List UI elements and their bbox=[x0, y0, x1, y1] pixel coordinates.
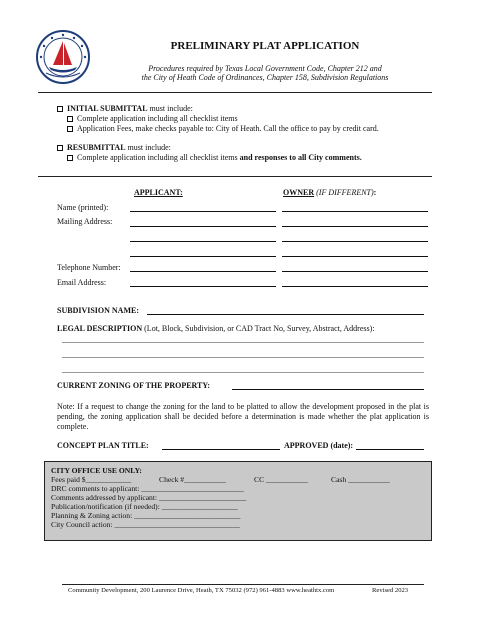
initial-item-2: Application Fees, make checks payable to: City of Heath. Call the office to pay by credit card. bbox=[67, 124, 379, 134]
subtitle-line-2: the City of Heath Code of Ordinances, Chapter 158, Subdivision Regulations bbox=[141, 73, 389, 82]
mailing-label: Mailing Address: bbox=[57, 217, 113, 226]
footer-revised: Revised 2023 bbox=[372, 587, 409, 594]
owner-email-field[interactable] bbox=[282, 286, 428, 287]
owner-header: OWNER (IF DIFFERENT): bbox=[283, 188, 377, 197]
phone-label: Telephone Number: bbox=[57, 263, 121, 272]
applicant-mailing-field-3[interactable] bbox=[130, 256, 276, 257]
concept-plan-field[interactable] bbox=[162, 449, 280, 450]
office-check-number[interactable]: Check #___________ bbox=[159, 475, 226, 484]
resubmittal-item-1: Complete application including all checklist items and responses to all City comments. bbox=[67, 153, 362, 163]
subdivision-label: SUBDIVISION NAME: bbox=[57, 306, 140, 315]
legal-description-label: LEGAL DESCRIPTION (Lot, Block, Subdivision, or CAD Tract No, Survey, Abstract, Address): bbox=[57, 324, 375, 333]
applicant-mailing-field-1[interactable] bbox=[130, 226, 276, 227]
initial-submittal-heading: INITIAL SUBMITTAL must include: bbox=[57, 104, 193, 114]
section-divider bbox=[38, 176, 432, 177]
page-title: PRELIMINARY PLAT APPLICATION bbox=[170, 40, 360, 52]
applicant-phone-field[interactable] bbox=[130, 271, 276, 272]
zoning-label: CURRENT ZONING OF THE PROPERTY: bbox=[57, 381, 211, 390]
office-comments-addressed[interactable]: Comments addressed by applicant: _______________________ bbox=[51, 493, 247, 502]
office-cc[interactable]: CC ___________ bbox=[254, 475, 308, 484]
initial-item-1-checkbox[interactable] bbox=[67, 116, 73, 122]
initial-item-1: Complete application including all checklist items bbox=[67, 114, 238, 124]
office-cash[interactable]: Cash ___________ bbox=[331, 475, 390, 484]
zoning-field[interactable] bbox=[232, 389, 424, 390]
applicant-email-field[interactable] bbox=[130, 286, 276, 287]
subdivision-name-field[interactable] bbox=[147, 314, 424, 315]
subtitle-line-1: Procedures required by Texas Local Government Code, Chapter 212 and bbox=[148, 64, 382, 73]
concept-plan-label: CONCEPT PLAN TITLE: bbox=[57, 441, 149, 450]
city-seal-icon bbox=[35, 29, 91, 85]
office-publication[interactable]: Publication/notification (if needed): ____________________ bbox=[51, 502, 238, 511]
approved-date-field[interactable] bbox=[356, 449, 424, 450]
applicant-mailing-field-2[interactable] bbox=[130, 241, 276, 242]
office-fees-paid[interactable]: Fees paid $____________ bbox=[51, 475, 132, 484]
owner-phone-field[interactable] bbox=[282, 271, 428, 272]
office-drc-comments[interactable]: DRC comments to applicant: ___________________________ bbox=[51, 484, 244, 493]
approved-date-label: APPROVED (date): bbox=[284, 441, 354, 450]
footer-text: Community Development, 200 Laurence Drive, Heath, TX 75032 (972) 961-4883 www.heathtx.com bbox=[68, 587, 335, 594]
office-heading: CITY OFFICE USE ONLY: bbox=[51, 466, 142, 475]
applicant-name-field[interactable] bbox=[130, 211, 276, 212]
resubmittal-heading: RESUBMITTAL must include: bbox=[57, 143, 171, 153]
zoning-note: Note: If a request to change the zoning for the land to be platted to allow the development proposed in the plat is pending, the zoning application shall be decided before a determination is made whether the plat application is complete. bbox=[57, 402, 429, 431]
initial-submittal-checkbox[interactable] bbox=[57, 106, 63, 112]
owner-mailing-field-1[interactable] bbox=[282, 226, 428, 227]
owner-mailing-field-2[interactable] bbox=[282, 241, 428, 242]
initial-item-2-checkbox[interactable] bbox=[67, 126, 73, 132]
office-council-action[interactable]: City Council action: _________________________________ bbox=[51, 520, 240, 529]
resubmittal-item-1-checkbox[interactable] bbox=[67, 155, 73, 161]
owner-name-field[interactable] bbox=[282, 211, 428, 212]
footer-divider bbox=[62, 584, 424, 585]
legal-description-line-3[interactable] bbox=[62, 372, 424, 373]
name-label: Name (printed): bbox=[57, 203, 109, 212]
legal-description-line-1[interactable] bbox=[62, 342, 424, 343]
email-label: Email Address: bbox=[57, 278, 107, 287]
applicant-header: APPLICANT: bbox=[134, 188, 183, 197]
header-divider bbox=[38, 92, 432, 93]
owner-mailing-field-3[interactable] bbox=[282, 256, 428, 257]
office-pz-action[interactable]: Planning & Zoning action: ____________________________ bbox=[51, 511, 241, 520]
resubmittal-checkbox[interactable] bbox=[57, 145, 63, 151]
city-office-use-box bbox=[44, 461, 432, 541]
legal-description-line-2[interactable] bbox=[62, 357, 424, 358]
